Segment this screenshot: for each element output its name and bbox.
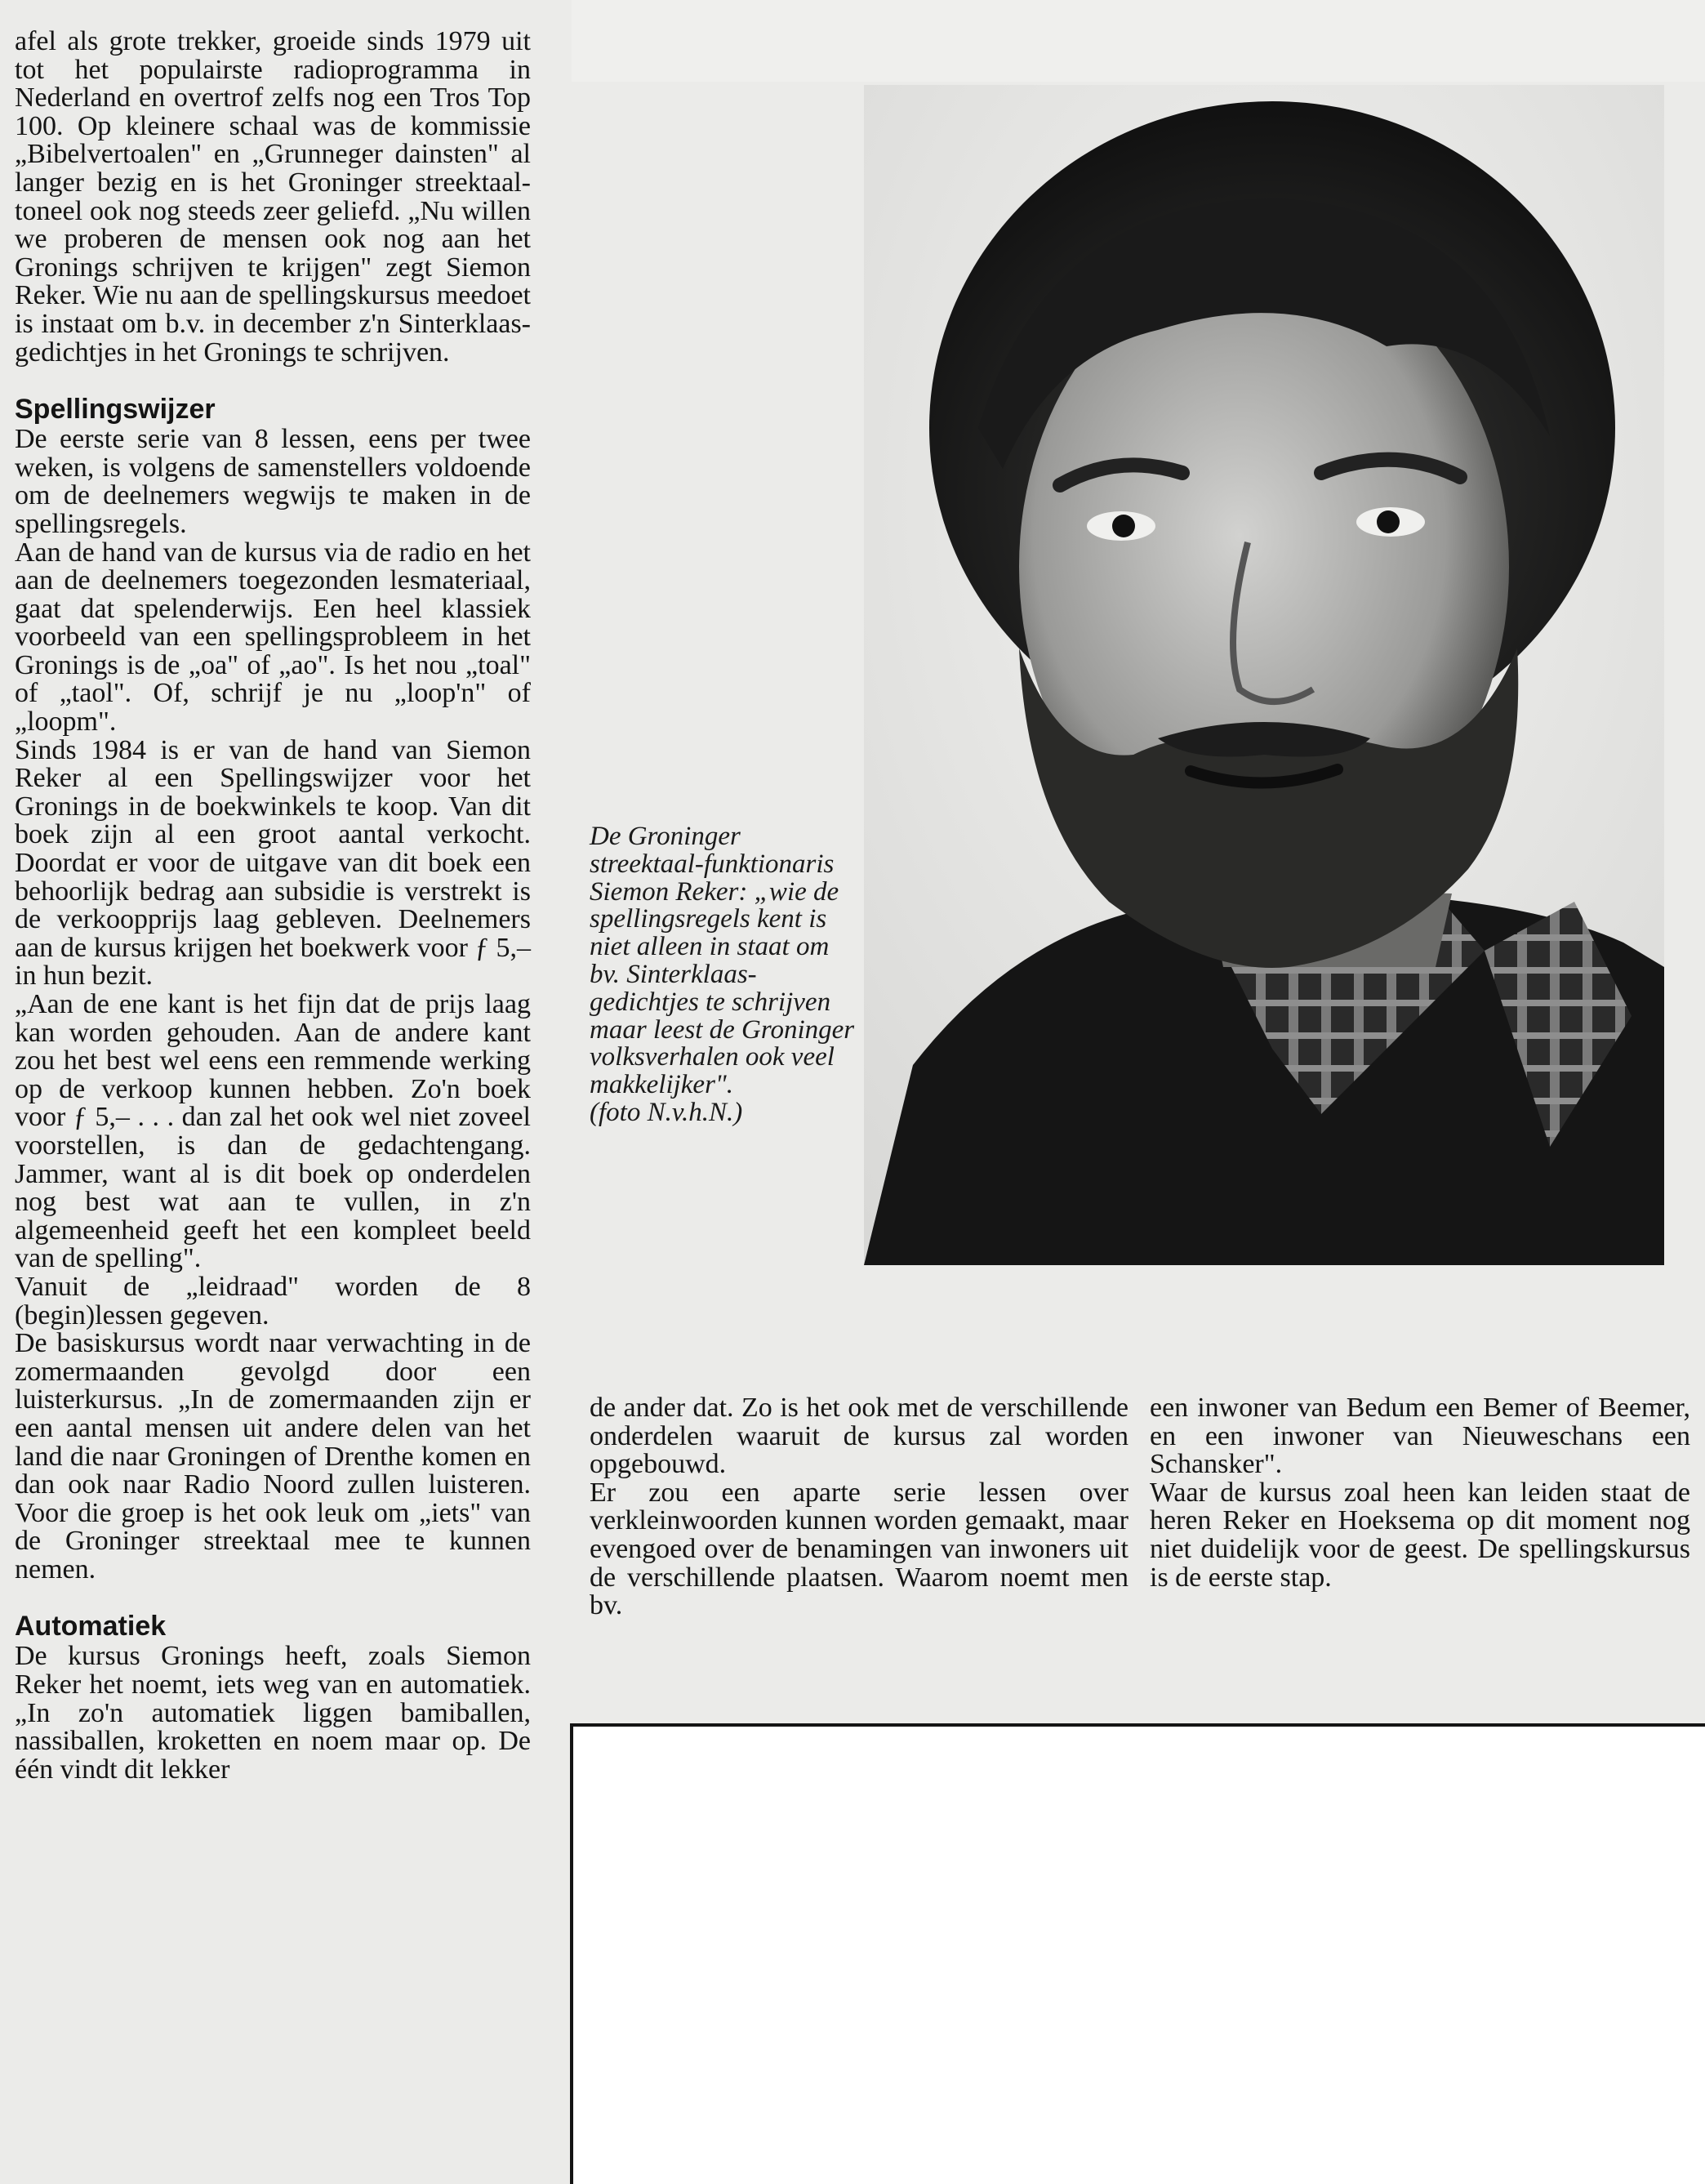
caption-text: De Groninger streektaal-funktionaris Siemon Reker: „wie de spellingsregels kent is niet alleen in staat om bv. Sinterklaas-gedichtjes te schrijven maar leest de Groninger volksverhalen ook veel makkelijker". [590,822,855,1100]
section-heading-spellingswijzer: Spellingswijzer [15,394,216,426]
article-right-column [1150,1394,1690,1592]
intro-paragraph: afel als grote trekker, groeide sinds 1979 uit tot het populairste radioprogramma in Nederland en overtrof zelfs nog een Tros Top 100. Op kleinere schaal was de kommissie „Bibelvertoalen" en „Grunneger dainsten" al langer bezig en is het Groninger streektaal-toneel ook nog steeds zeer geliefd. „Nu willen we proberen de mensen ook nog aan het Gronings schrijven te krijgen" zegt Siemon Reker. Wie nu aan de spellingskursus meedoet is instaat om b.v. in december z'n Sinterklaas-gedichtjes in het Gronings te schrijven. [15,26,531,368]
paragraph: Vanuit de „leidraad" worden de 8 (begin)lessen gegeven. [15,1271,531,1330]
paragraph: De basiskursus wordt naar verwachting in de zomermaanden gevolgd door een luisterkursus. „In de zomermaanden zijn er een aantal mensen uit andere delen van het land die naar Groningen of Drenthe komen en dan ook naar Radio Noord zullen luisteren. Voor die groep is het ook leuk om „iets" van de Groninger streektaal mee te kunnen nemen. [15,1328,531,1585]
portrait-illustration [864,85,1664,1265]
paragraph: „Aan de ene kant is het fijn dat de prijs laag kan worden gehouden. Aan de andere kant zou het best wel eens een remmende werking op de verkoop kunnen hebben. Zo'n boek voor ƒ 5,– . . . dan zal het ook wel niet zoveel voorstellen, is dan de gedachtengang. Jammer, want al is dit boek op onderdelen nog best wat aan te vullen, in z'n algemeenheid geeft het een kompleet beeld van de spelling". [15,989,531,1274]
section-heading-automatiek: Automatiek [15,1611,167,1642]
paragraph: Er zou een aparte serie lessen over verkleinwoorden kunnen worden gemaakt, maar evengoed over de benamingen van inwoners uit de verschillende plaatsen. Waarom noemt men bv. [590,1477,1129,1621]
paragraph: de ander dat. Zo is het ook met de verschillende onderdelen waaruit de kursus zal worden opgebouwd. [590,1393,1129,1480]
blank-area [570,1723,1705,2184]
paragraph: Sinds 1984 is er van de hand van Siemon Reker al een Spellingswijzer voor het Gronings in de boekwinkels te koop. Van dit boek zijn al een groot aantal verkocht. Doordat er voor de uitgave van dit boek een behoorlijk bedrag aan subsidie is verstrekt is de verkoopprijs laag gebleven. Deelnemers aan de kursus krijgen het boekwerk voor ƒ 5,– in hun bezit. [15,734,531,992]
paragraph: Aan de hand van de kursus via de radio en het aan de deelnemers toegezonden lesmateriaal, gaat dat spelenderwijs. Een heel klassiek voorbeeld van een spellingsprobleem in het Gronings is de „oa" of „ao". Is het nou „toal" of „taol". Of, schrijf je nu „loop'n" of „loopm". [15,537,531,738]
paragraph: Waar de kursus zoal heen kan leiden staat de heren Reker en Hoeksema op dit moment nog niet duidelijk voor de geest. De spellingskursus is de eerste stap. [1150,1477,1690,1593]
article-left-column [15,28,531,1784]
paper-margin [572,0,1705,82]
paragraph: De eerste serie van 8 lessen, eens per twee weken, is volgens de samenstellers voldoende om de deelnemers wegwijs te maken in de spellingsregels. [15,424,531,539]
paragraph: een inwoner van Bedum een Bemer of Beemer, en een inwoner van Nieuweschans een Schansker". [1150,1393,1690,1480]
photo-credit: (foto N.v.h.N.) [590,1097,743,1127]
photo-caption [590,823,859,1127]
portrait-photo [864,85,1664,1265]
article-middle-column [590,1394,1129,1620]
paragraph: De kursus Gronings heeft, zoals Siemon Reker het noemt, iets weg van en automatiek. „In zo'n automatiek liggen bamiballen, nassiballen, kroketten en noem maar op. De één vindt dit lekker [15,1641,531,1785]
